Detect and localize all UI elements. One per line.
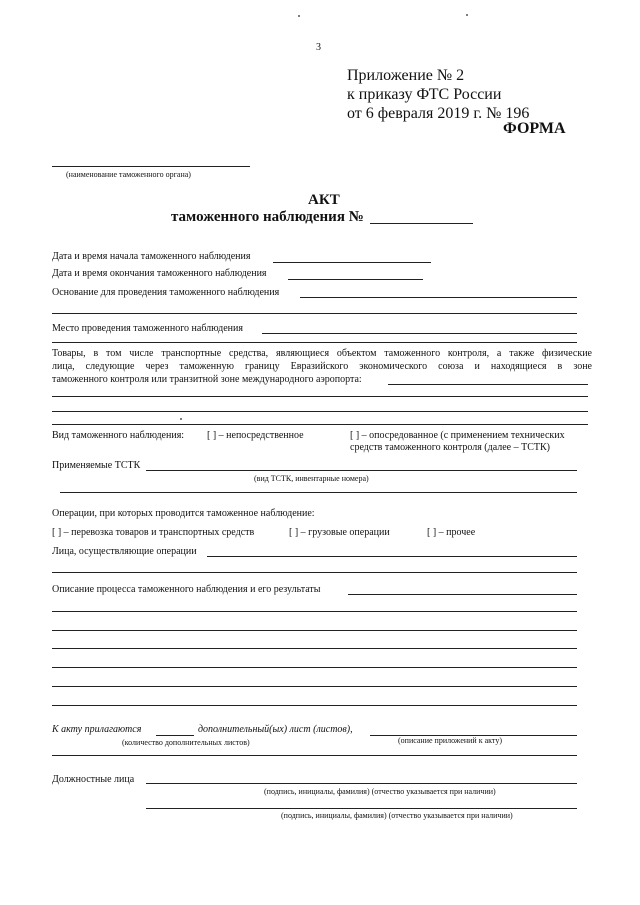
description-line-7 bbox=[52, 705, 577, 706]
attachments-middle: дополнительный(ых) лист (листов), bbox=[198, 724, 353, 735]
observation-indirect-note: средств таможенного контроля (далее – ТСТК) bbox=[350, 442, 550, 453]
operation-option-transport[interactable]: [ ] – перевозка товаров и транспортных средств bbox=[52, 527, 255, 538]
form-label: ФОРМА bbox=[503, 120, 566, 137]
description-line-4 bbox=[52, 648, 577, 649]
goods-text-line-3: таможенного контроля или транзитной зоне международного аэропорта: bbox=[52, 374, 362, 385]
attachments-line-2 bbox=[52, 755, 577, 756]
place-label: Место проведения таможенного наблюдения bbox=[52, 323, 243, 334]
operation-persons-line-2 bbox=[52, 572, 577, 573]
act-number-line bbox=[370, 223, 473, 224]
attachments-count-caption: (количество дополнительных листов) bbox=[122, 738, 250, 747]
appendix-line-2: к приказу ФТС России bbox=[347, 86, 502, 103]
officials-caption-2: (подпись, инициалы, фамилия) (отчество указывается при наличии) bbox=[281, 811, 513, 820]
appendix-header bbox=[347, 66, 529, 123]
observation-direct-option[interactable]: [ ] – непосредственное bbox=[207, 430, 304, 441]
operation-option-other[interactable]: [ ] – прочее bbox=[427, 527, 476, 538]
description-line-1 bbox=[348, 594, 577, 595]
appendix-line-1: Приложение № 2 bbox=[347, 67, 465, 84]
officials-caption-1: (подпись, инициалы, фамилия) (отчество указывается при наличии) bbox=[264, 787, 496, 796]
observation-indirect-option[interactable]: [ ] – опосредованное (с применением технических bbox=[350, 430, 565, 441]
appendix-line-3: от 6 февраля 2019 г. № 196 bbox=[347, 105, 530, 122]
act-title: АКТ bbox=[308, 192, 340, 208]
officials-line-1 bbox=[146, 783, 577, 784]
operation-persons-line bbox=[207, 556, 577, 557]
officials-line-2 bbox=[146, 808, 577, 809]
operation-option-cargo[interactable]: [ ] – грузовые операции bbox=[289, 527, 390, 538]
attachments-desc-caption: (описание приложений к акту) bbox=[398, 736, 502, 745]
end-datetime-line bbox=[288, 279, 423, 280]
basis-label: Основание для проведения таможенного наблюдения bbox=[52, 287, 280, 298]
place-line bbox=[262, 333, 577, 334]
page-number: 3 bbox=[316, 42, 321, 53]
tstk-line-2 bbox=[60, 492, 577, 493]
goods-line-4 bbox=[52, 424, 588, 425]
scan-speck-top-right bbox=[466, 14, 468, 16]
place-line-2 bbox=[52, 342, 577, 343]
customs-body-caption: (наименование таможенного органа) bbox=[66, 170, 191, 179]
scan-speck-top bbox=[298, 15, 300, 17]
description-line-5 bbox=[52, 667, 577, 668]
goods-line-3 bbox=[52, 411, 588, 412]
operation-persons-label: Лица, осуществляющие операции bbox=[52, 546, 197, 557]
tstk-caption: (вид ТСТК, инвентарные номера) bbox=[254, 474, 369, 483]
goods-line-1 bbox=[388, 384, 588, 385]
description-label: Описание процесса таможенного наблюдения и его результаты bbox=[52, 584, 321, 595]
officials-label: Должностные лица bbox=[52, 774, 135, 785]
tstk-line bbox=[146, 470, 577, 471]
end-datetime-label: Дата и время окончания таможенного наблюдения bbox=[52, 268, 267, 279]
tstk-label: Применяемые ТСТК bbox=[52, 460, 141, 471]
description-line-3 bbox=[52, 630, 577, 631]
description-line-2 bbox=[52, 611, 577, 612]
customs-body-line bbox=[52, 166, 250, 167]
description-line-6 bbox=[52, 686, 577, 687]
observation-type-label: Вид таможенного наблюдения: bbox=[52, 430, 185, 441]
attachments-prefix: К акту прилагаются bbox=[52, 724, 142, 735]
basis-line-2 bbox=[52, 313, 577, 314]
attachments-count-line bbox=[156, 735, 194, 736]
act-subtitle: таможенного наблюдения № bbox=[171, 209, 364, 225]
operations-label: Операции, при которых проводится таможенное наблюдение: bbox=[52, 508, 315, 519]
goods-line-2 bbox=[52, 396, 588, 397]
start-datetime-line bbox=[273, 262, 431, 263]
scan-speck bbox=[180, 418, 182, 420]
basis-line bbox=[300, 297, 577, 298]
goods-text-line-2: лица, следующие через таможенную границу Евразийского экономического союза и находящиеся в зоне bbox=[52, 361, 592, 372]
goods-text-line-1: Товары, в том числе транспортные средства, являющиеся объектом таможенного контроля, а также физические bbox=[52, 348, 592, 359]
start-datetime-label: Дата и время начала таможенного наблюдения bbox=[52, 251, 251, 262]
